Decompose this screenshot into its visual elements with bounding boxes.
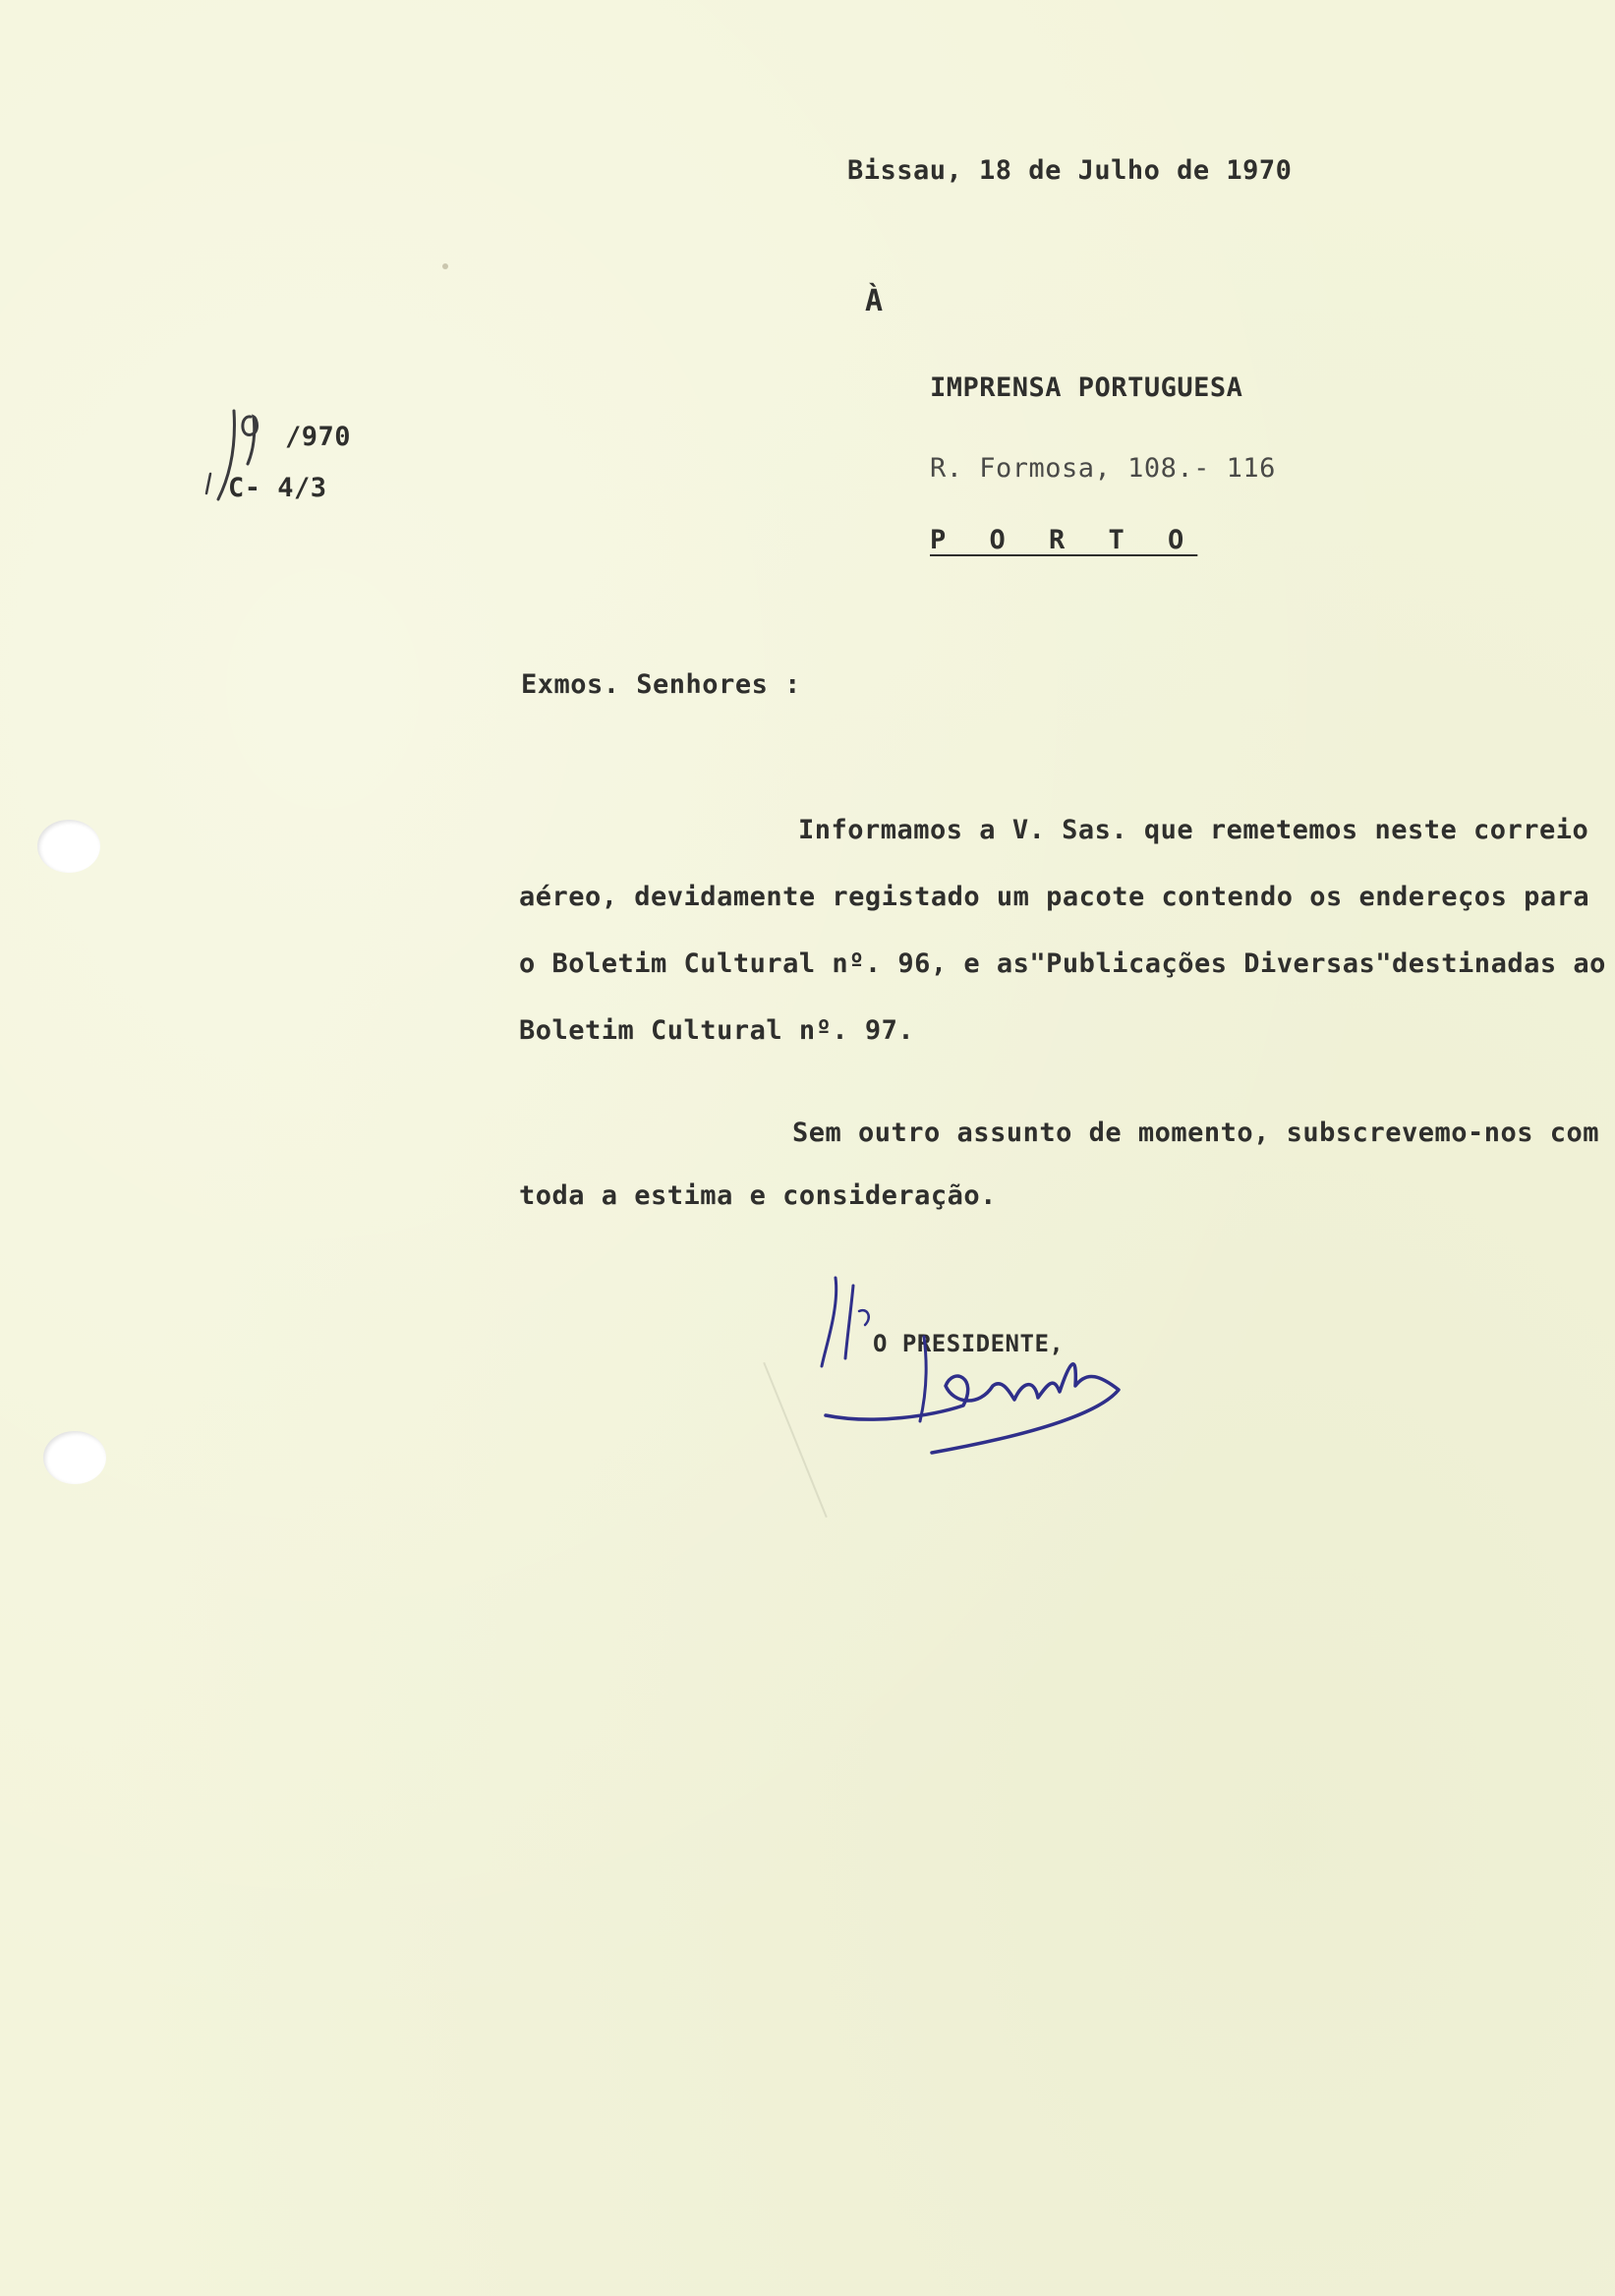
punch-hole-lower [43,1431,106,1484]
closing-line: Sem outro assunto de momento, subscrevemo-nos com [792,1118,1600,1148]
handwritten-signature [806,1268,1140,1474]
punch-hole-upper [37,820,100,873]
body-line: Boletim Cultural nº. 97. [519,1015,915,1046]
body-line: aéreo, devidamente registado um pacote contendo os endereços para [519,882,1590,912]
paper-spot [442,263,448,269]
body-line: o Boletim Cultural nº. 96, e as"Publicações Diversas"destinadas ao [519,948,1606,979]
reference-number: /970 [285,422,352,452]
salutation: Exmos. Senhores : [521,669,801,700]
body-line: Informamos a V. Sas. que remetemos neste correio [798,815,1589,845]
recipient-street: R. Formosa, 108.- 116 [930,453,1276,484]
reference-code: C- 4/3 [228,473,327,503]
closing-line: toda a estima e consideração. [519,1180,997,1211]
to-marker: À [865,284,884,318]
recipient-city: P O R T O [930,525,1198,555]
dateline: Bissau, 18 de Julho de 1970 [847,155,1293,186]
signature-title: O PRESIDENTE, [873,1330,1065,1357]
recipient-name: IMPRENSA PORTUGUESA [930,373,1243,403]
